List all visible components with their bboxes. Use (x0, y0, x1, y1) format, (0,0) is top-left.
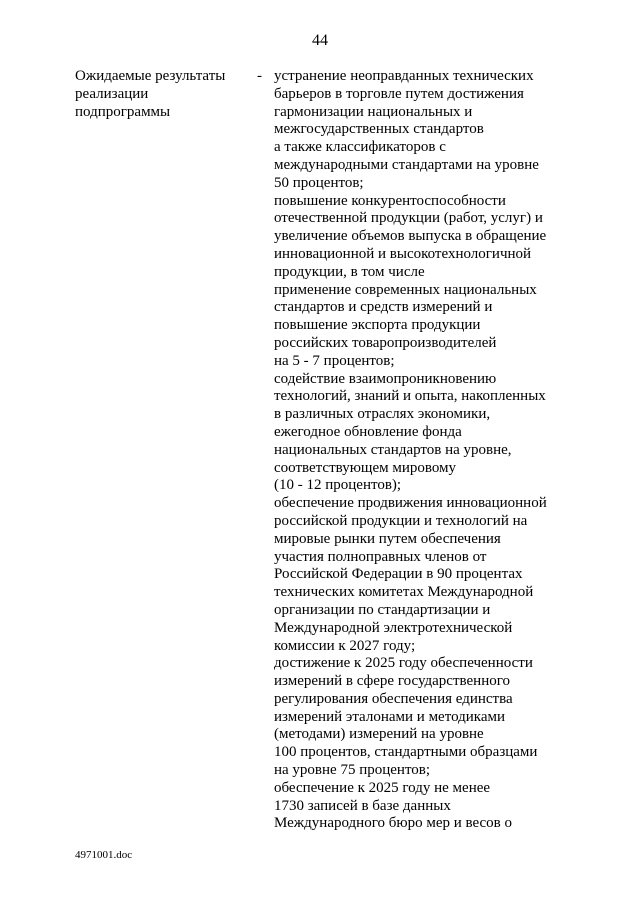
content-line: 50 процентов; (274, 174, 364, 191)
content-line: 1730 записей в базе данных (274, 797, 451, 814)
section-label-line: Ожидаемые результаты (75, 68, 226, 84)
content-line: на 5 - 7 процентов; (274, 352, 395, 369)
content-line: участия полноправных членов от (274, 548, 487, 565)
content-line: отечественной продукции (работ, услуг) и (274, 210, 543, 227)
content-line: а также классификаторов с (274, 139, 446, 156)
content-line: инновационной и высокотехнологичной (274, 245, 532, 262)
section-label (75, 68, 245, 121)
content-line: национальных стандартов на уровне, (274, 441, 512, 458)
content-line: достижение к 2025 году обеспеченности (274, 655, 533, 672)
content-line: на уровне 75 процентов; (274, 762, 431, 779)
content-line: 100 процентов, стандартными образцами (274, 744, 538, 761)
section-label-line: реализации (75, 85, 149, 102)
content-line: применение современных национальных (274, 281, 537, 298)
content-line: увеличение объемов выпуска в обращение (274, 228, 547, 245)
content-line: устранение неоправданных технических (274, 68, 534, 84)
content-line: ежегодное обновление фонда (274, 423, 462, 440)
section-label-line: подпрограммы (75, 103, 171, 120)
content-line: барьеров в торговле путем достижения (274, 85, 524, 102)
content-line: межгосударственных стандартов (274, 121, 484, 138)
content-line: (10 - 12 процентов); (274, 477, 402, 494)
dash-separator: - (257, 68, 262, 84)
content-line: повышение конкурентоспособности (274, 192, 506, 209)
content-line: соответствующем мировому (274, 459, 457, 476)
content-line: (методами) измерений на уровне (274, 726, 484, 743)
content-line: повышение экспорта продукции (274, 317, 481, 334)
content-line: продукции, в том числе (274, 263, 425, 280)
content-line: международными стандартами на уровне (274, 156, 539, 173)
content-line: в различных отраслях экономики, (274, 406, 491, 423)
footer-filename: 4971001.doc (75, 849, 133, 861)
content-line: обеспечение к 2025 году не менее (274, 779, 491, 796)
content-line: содействие взаимопроникновению (274, 370, 497, 387)
content-line: обеспечение продвижения инновационной (274, 495, 547, 512)
content-line: измерений в сфере государственного (274, 673, 510, 690)
content-line: измерений эталонами и методиками (274, 708, 506, 725)
content-line: гармонизации национальных и (274, 103, 473, 120)
content-line: стандартов и средств измерений и (274, 299, 493, 316)
page-number: 44 (312, 32, 328, 49)
content-line: комиссии к 2027 году; (274, 637, 416, 654)
content-line: технических комитетах Международной (274, 584, 534, 601)
content-line: Международной электротехнической (274, 619, 513, 636)
content-line: российских товаропроизводителей (274, 334, 497, 351)
section-content (274, 68, 574, 833)
content-line: мировые рынки путем обеспечения (274, 530, 501, 547)
content-line: Российской Федерации в 90 процентах (274, 566, 523, 583)
content-line: организации по стандартизации и (274, 601, 491, 618)
content-line: регулирования обеспечения единства (274, 690, 513, 707)
content-line: российской продукции и технологий на (274, 512, 528, 529)
content-line: технологий, знаний и опыта, накопленных (274, 388, 546, 405)
content-line: Международного бюро мер и весов о (274, 815, 513, 832)
